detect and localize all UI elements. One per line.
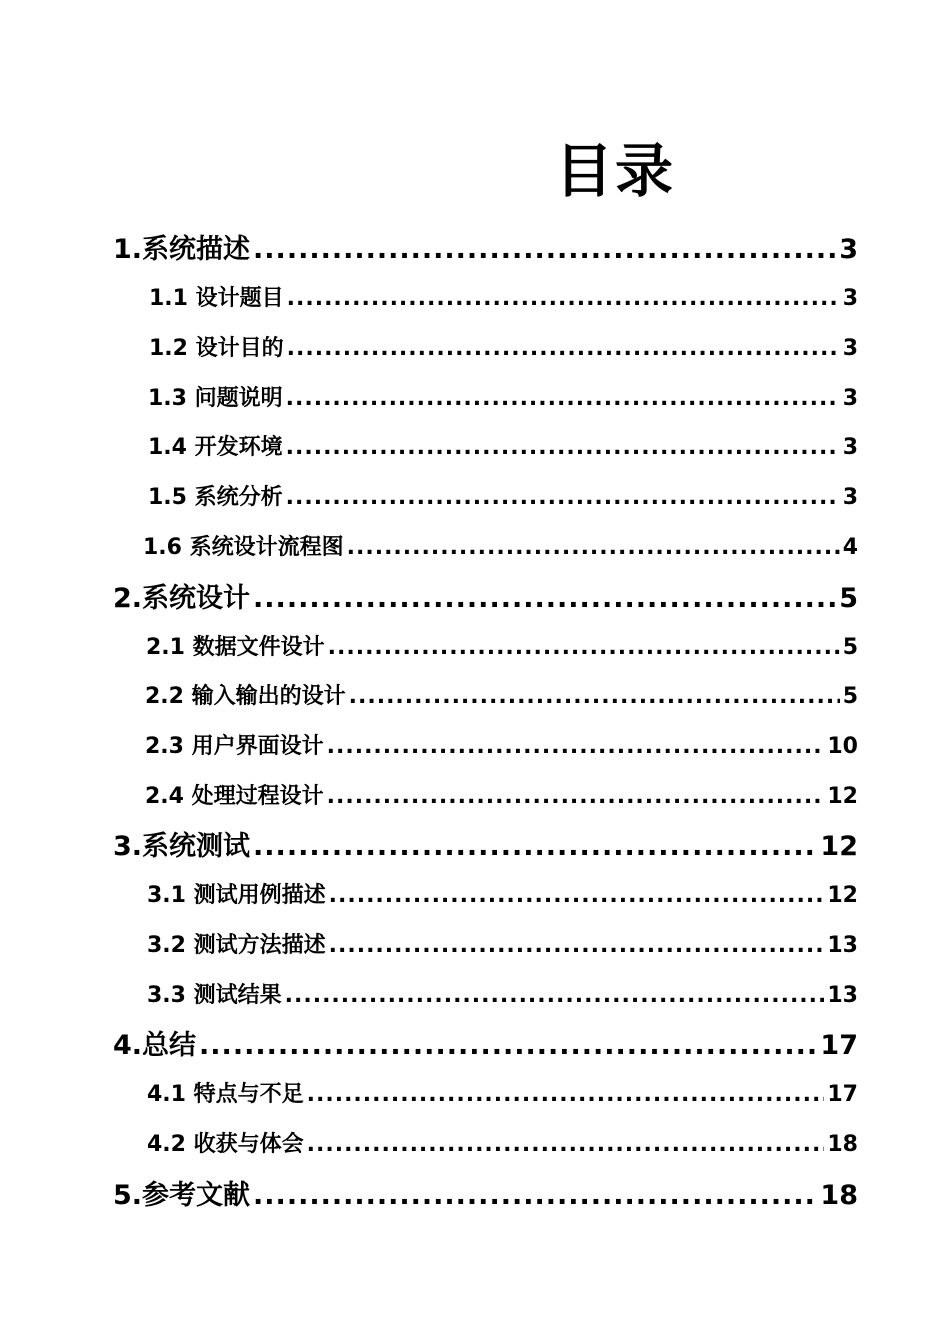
toc-entry-section[interactable]	[113, 230, 858, 270]
toc-dot-leader	[328, 628, 840, 668]
toc-dot-leader	[329, 876, 825, 916]
toc-dot-leader	[253, 827, 817, 867]
toc-dot-leader	[329, 926, 825, 966]
toc-dot-leader	[253, 579, 836, 619]
toc-dot-leader	[327, 727, 825, 767]
toc-entry-label: 1.4 开发环境	[148, 435, 283, 460]
toc-entry-section[interactable]	[113, 1176, 858, 1216]
toc-entry-section[interactable]	[113, 827, 858, 867]
toc-entry-label: 2.2 输入输出的设计	[145, 684, 346, 709]
toc-entry-subsection[interactable]	[149, 329, 858, 369]
toc-entry-page-number: 4	[842, 535, 858, 560]
toc-entry-page-number: 18	[820, 1180, 858, 1211]
toc-dot-leader	[349, 677, 840, 717]
toc-entry-page-number: 5	[839, 583, 858, 614]
toc-entry-label: 4.2 收获与体会	[147, 1132, 304, 1157]
toc-entry-subsection[interactable]	[149, 279, 858, 319]
toc-entry-subsection[interactable]	[147, 876, 858, 916]
toc-entry-subsection[interactable]	[145, 677, 858, 717]
toc-dot-leader	[253, 230, 836, 270]
toc-entry-section[interactable]	[113, 579, 858, 619]
toc-entry-subsection[interactable]	[146, 628, 858, 668]
toc-entry-page-number: 3	[842, 485, 858, 510]
toc-entry-subsection[interactable]	[147, 1125, 858, 1165]
toc-dot-leader	[286, 379, 840, 419]
toc-entry-subsection[interactable]	[148, 478, 858, 518]
toc-entry-page-number: 12	[820, 831, 858, 862]
toc-entry-subsection[interactable]	[145, 727, 858, 767]
toc-entry-subsection[interactable]	[148, 428, 858, 468]
toc-dot-leader	[307, 1075, 825, 1115]
toc-entry-subsection[interactable]	[145, 777, 858, 817]
toc-dot-leader	[307, 1125, 825, 1165]
toc-dot-leader	[287, 279, 840, 319]
toc-dot-leader	[285, 976, 825, 1016]
toc-dot-leader	[199, 1026, 817, 1066]
toc-entry-label: 3.3 测试结果	[147, 983, 282, 1008]
toc-entry-page-number: 3	[842, 286, 858, 311]
toc-dot-leader	[287, 329, 840, 369]
toc-entry-page-number: 5	[842, 684, 858, 709]
toc-entry-label: 4.总结	[113, 1030, 197, 1061]
toc-entry-label: 2.1 数据文件设计	[146, 635, 325, 660]
toc-entry-label: 3.2 测试方法描述	[147, 933, 326, 958]
toc-entry-page-number: 3	[842, 336, 858, 361]
toc-entry-label: 5.参考文献	[113, 1180, 251, 1211]
toc-entry-page-number: 12	[827, 784, 858, 809]
toc-entry-label: 1.2 设计目的	[149, 336, 284, 361]
toc-entry-label: 1.1 设计题目	[149, 286, 284, 311]
toc-entry-page-number: 13	[827, 983, 858, 1008]
toc-entry-label: 4.1 特点与不足	[147, 1082, 304, 1107]
toc-entry-section[interactable]	[113, 1026, 858, 1066]
toc-entry-subsection[interactable]	[147, 1075, 858, 1115]
toc-entry-label: 1.6 系统设计流程图	[143, 535, 344, 560]
toc-entry-subsection[interactable]	[147, 976, 858, 1016]
toc-dot-leader	[286, 428, 840, 468]
toc-entry-page-number: 13	[827, 933, 858, 958]
toc-entry-label: 3.1 测试用例描述	[147, 883, 326, 908]
toc-dot-leader	[253, 1176, 817, 1216]
toc-entry-subsection[interactable]	[147, 926, 858, 966]
toc-dot-leader	[286, 478, 840, 518]
toc-entry-page-number: 3	[842, 435, 858, 460]
toc-entry-subsection[interactable]	[148, 379, 858, 419]
toc-entry-label: 3.系统测试	[113, 831, 251, 862]
toc-entry-page-number: 3	[839, 234, 858, 265]
toc-entry-page-number: 3	[842, 386, 858, 411]
toc-entry-page-number: 18	[827, 1132, 858, 1157]
toc-entry-label: 2.3 用户界面设计	[145, 734, 324, 759]
toc-entry-label: 2.4 处理过程设计	[145, 784, 324, 809]
toc-entry-label: 1.3 问题说明	[148, 386, 283, 411]
toc-entry-label: 1.系统描述	[113, 234, 251, 265]
toc-entry-page-number: 10	[827, 734, 858, 759]
toc-dot-leader	[347, 528, 840, 568]
toc-entry-page-number: 17	[827, 1082, 858, 1107]
toc-entry-subsection[interactable]	[143, 528, 858, 568]
toc-entry-page-number: 5	[842, 635, 858, 660]
toc-entry-page-number: 12	[827, 883, 858, 908]
toc-entry-label: 1.5 系统分析	[148, 485, 283, 510]
toc-entry-page-number: 17	[820, 1030, 858, 1061]
toc-dot-leader	[327, 777, 825, 817]
toc-title: 目录	[555, 137, 676, 205]
toc-entry-label: 2.系统设计	[113, 583, 251, 614]
